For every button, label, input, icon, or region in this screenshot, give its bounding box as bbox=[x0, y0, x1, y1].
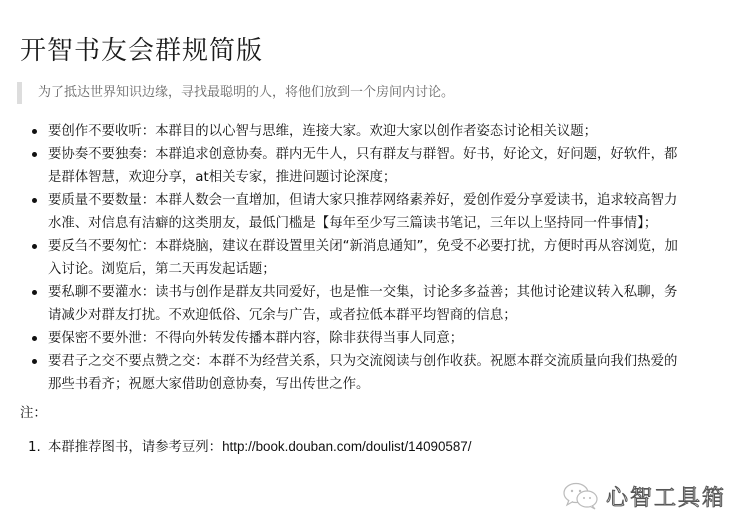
rule-text: 要君子之交不要点赞之交：本群不为经营关系，只为交流阅读与创作收获。祝愿本群交流质量向我们热爱的 bbox=[48, 354, 678, 369]
blockquote: 为了抵达世界知识边缘，寻找最聪明的人，将他们放到一个房间内讨论。 bbox=[17, 82, 454, 104]
rule-text: 那些书看齐；祝愿大家借助创意协奏，写出传世之作。 bbox=[48, 377, 370, 392]
rule-text: 要协奏不要独奏：本群追求创意协奏。群内无牛人，只有群友与群智。好书，好论文，好问题，好软件，都 bbox=[48, 147, 678, 162]
bullet-icon bbox=[32, 336, 37, 341]
note-label: 注： bbox=[20, 406, 47, 421]
bullet-icon bbox=[32, 359, 37, 364]
note-text: 本群推荐图书，请参考豆列： bbox=[48, 440, 223, 455]
list-item bbox=[28, 189, 728, 235]
douban-link[interactable]: http://book.douban.com/doulist/14090587/ bbox=[222, 439, 472, 454]
list-item bbox=[28, 327, 728, 350]
page-title: 开智书友会群规简版 bbox=[20, 36, 264, 66]
rules-list bbox=[28, 120, 728, 396]
list-item bbox=[28, 350, 728, 396]
rule-text: 要创作不要收听：本群目的以心智与思维，连接大家。欢迎大家以创作者姿态讨论相关议题； bbox=[48, 124, 598, 139]
rule-text: 入讨论。浏览后，第二天再发起话题； bbox=[48, 262, 276, 277]
rule-text: 是群体智慧，欢迎分享，at相关专家，推进问题讨论深度； bbox=[48, 170, 397, 185]
note-item bbox=[28, 436, 471, 459]
list-item bbox=[28, 235, 728, 281]
rule-text: 水准、对信息有洁癖的这类朋友，最低门槛是【每年至少写三篇读书笔记，三年以上坚持同一件事情】； bbox=[48, 216, 658, 231]
bullet-icon bbox=[32, 290, 37, 295]
list-item bbox=[28, 281, 728, 327]
rule-text: 要私聊不要灌水：读书与创作是群友共同爱好，也是惟一交集，讨论多多益善；其他讨论建议转入私聊，务 bbox=[48, 285, 678, 300]
bullet-icon bbox=[32, 244, 37, 249]
watermark bbox=[562, 478, 726, 514]
rule-text: 要保密不要外泄：不得向外转发传播本群内容，除非获得当事人同意； bbox=[48, 331, 464, 346]
bullet-icon bbox=[32, 152, 37, 157]
bullet-icon bbox=[32, 129, 37, 134]
note-number: 1. bbox=[28, 440, 41, 455]
list-item bbox=[28, 120, 728, 143]
rule-text: 要质量不要数量：本群人数会一直增加，但请大家只推荐网络素养好，爱创作爱分享爱读书，追求较高智力 bbox=[48, 193, 678, 208]
list-item bbox=[28, 143, 728, 189]
rule-text: 请减少对群友打扰。不欢迎低俗、冗余与广告，或者拉低本群平均智商的信息； bbox=[48, 308, 517, 323]
bullet-icon bbox=[32, 198, 37, 203]
watermark-text: 心智工具箱 bbox=[606, 485, 727, 511]
wechat-icon bbox=[562, 481, 600, 511]
notes-list bbox=[28, 436, 471, 459]
rule-text: 要反刍不要匆忙：本群烧脑，建议在群设置里关闭“新消息通知”，免受不必要打扰，方便时再从容浏览，加 bbox=[48, 239, 678, 254]
